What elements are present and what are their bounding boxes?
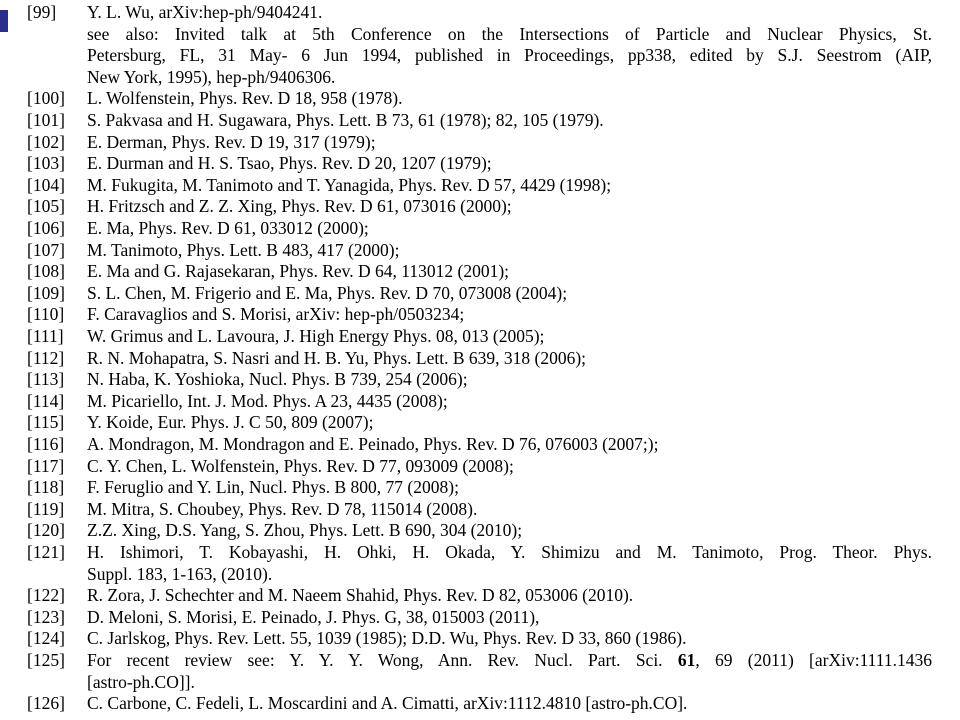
reference-text-line: S. L. Chen, M. Frigerio and E. Ma, Phys. Rev. D 70, 073008 (2004); [87, 282, 568, 303]
reference-text-line: C. Carbone, C. Fedeli, L. Moscardini and A. Cimatti, arXiv:1112.4810 [astro-ph.CO]. [87, 693, 688, 714]
reference-text-line: Y. L. Wu, arXiv:hep-ph/9404241. [87, 2, 323, 22]
reference-item [0, 348, 960, 370]
reference-text-line: W. Grimus and L. Lavoura, J. High Energy Phys. 08, 013 (2005); [87, 326, 545, 346]
reference-text-line: Y. Koide, Eur. Phys. J. C 50, 809 (2007); [87, 412, 374, 433]
reference-number: [113] [27, 369, 65, 390]
reference-text-line: A. Mondragon, M. Mondragon and E. Peinado, Phys. Rev. D 76, 076003 (2007;); [87, 434, 659, 454]
reference-text-line: M. Tanimoto, Phys. Lett. B 483, 417 (2000); [87, 239, 400, 260]
reference-item [0, 542, 960, 585]
reference-text-line: New York, 1995), hep-ph/9406306. [87, 66, 336, 87]
reference-text-line: N. Haba, K. Yoshioka, Nucl. Phys. B 739, 254 (2006); [87, 369, 468, 390]
reference-number: [105] [27, 196, 65, 217]
reference-item [0, 650, 960, 693]
reference-number: [114] [27, 390, 65, 411]
reference-number: [106] [27, 218, 65, 238]
reference-item [0, 110, 960, 132]
reference-number: [124] [27, 628, 65, 649]
reference-text-line: see also: Invited talk at 5th Conference on the Intersections of Particle and Nuclear Physics, St. [87, 23, 932, 44]
reference-text-line: L. Wolfenstein, Phys. Rev. D 18, 958 (1978). [87, 88, 403, 109]
reference-number: [110] [27, 304, 65, 325]
reference-item [0, 628, 960, 650]
reference-text: , 69 (2011) [arXiv:1111.1436 [695, 650, 933, 670]
reference-text-line: C. Y. Chen, L. Wolfenstein, Phys. Rev. D 77, 093009 (2008); [87, 455, 514, 476]
reference-item [0, 304, 960, 326]
reference-number: [121] [27, 542, 65, 562]
reference-item [0, 520, 960, 542]
reference-number: [112] [27, 347, 65, 368]
reference-number: [104] [27, 174, 65, 195]
reference-text-line: Petersburg, FL, 31 May- 6 Jun 1994, published in Proceedings, pp338, edited by S.J. Seestrom (AIP, [87, 45, 932, 66]
reference-text-line: E. Durman and H. S. Tsao, Phys. Rev. D 20, 1207 (1979); [87, 153, 492, 174]
reference-text-line: D. Meloni, S. Morisi, E. Peinado, J. Phys. G, 38, 015003 (2011), [87, 606, 540, 627]
reference-item [0, 693, 960, 715]
reference-number: [126] [27, 693, 65, 714]
reference-item [0, 477, 960, 499]
reference-text-line: M. Picariello, Int. J. Mod. Phys. A 23, 4435 (2008); [87, 390, 448, 411]
reference-text: For recent review see: Y. Y. Y. Wong, Ann. Rev. Nucl. Part. Sci. [87, 650, 678, 670]
reference-number: [108] [27, 261, 65, 282]
reference-text-line: M. Fukugita, M. Tanimoto and T. Yanagida, Phys. Rev. D 57, 4429 (1998); [87, 174, 612, 195]
reference-text-line: R. Zora, J. Schechter and M. Naeem Shahid, Phys. Rev. D 82, 053006 (2010). [87, 585, 634, 606]
reference-text-line: H. Ishimori, T. Kobayashi, H. Ohki, H. Okada, Y. Shimizu and M. Tanimoto, Prog. Theor. Phys. [87, 542, 932, 562]
reference-text-line: M. Mitra, S. Choubey, Phys. Rev. D 78, 115014 (2008). [87, 498, 478, 519]
reference-item [0, 261, 960, 283]
reference-item [0, 132, 960, 154]
reference-item [0, 434, 960, 456]
reference-text-line: F. Caravaglios and S. Morisi, arXiv: hep-ph/0503234; [87, 304, 465, 325]
reference-text-line: E. Derman, Phys. Rev. D 19, 317 (1979); [87, 131, 376, 152]
reference-text-line [87, 650, 932, 671]
reference-text-line: C. Jarlskog, Phys. Rev. Lett. 55, 1039 (1985); D.D. Wu, Phys. Rev. D 33, 860 (1986). [87, 628, 687, 649]
reference-item [0, 240, 960, 262]
reference-item [0, 412, 960, 434]
reference-number: [111] [27, 326, 64, 346]
volume-number: 61 [677, 650, 696, 670]
reference-item [0, 607, 960, 629]
reference-item [0, 196, 960, 218]
reference-number: [115] [27, 412, 65, 433]
reference-item [0, 326, 960, 348]
reference-item [0, 456, 960, 478]
reference-text-line: Z.Z. Xing, D.S. Yang, S. Zhou, Phys. Lett. B 690, 304 (2010); [87, 520, 523, 541]
reference-item [0, 391, 960, 413]
reference-text-line: H. Fritzsch and Z. Z. Xing, Phys. Rev. D 61, 073016 (2000); [87, 196, 512, 217]
reference-number: [102] [27, 131, 65, 152]
reference-item [0, 499, 960, 521]
reference-text-line: E. Ma, Phys. Rev. D 61, 033012 (2000); [87, 218, 369, 238]
reference-item [0, 218, 960, 240]
reference-item [0, 153, 960, 175]
reference-number: [120] [27, 520, 65, 541]
reference-number: [101] [27, 110, 65, 130]
reference-item [0, 585, 960, 607]
reference-item [0, 88, 960, 110]
reference-number: [117] [27, 455, 65, 476]
reference-text-line: F. Feruglio and Y. Lin, Nucl. Phys. B 800, 77 (2008); [87, 477, 459, 498]
reference-number: [118] [27, 477, 65, 498]
reference-item [0, 283, 960, 305]
reference-number: [107] [27, 239, 65, 260]
reference-number: [123] [27, 606, 65, 627]
reference-text-line: Suppl. 183, 1-163, (2010). [87, 563, 273, 584]
reference-text-line: S. Pakvasa and H. Sugawara, Phys. Lett. B 73, 61 (1978); 82, 105 (1979). [87, 110, 604, 130]
reference-text-line: [astro-ph.CO]]. [87, 671, 195, 692]
reference-number: [99] [27, 2, 57, 22]
reference-number: [122] [27, 585, 65, 606]
reference-number: [125] [27, 650, 65, 670]
reference-item [0, 175, 960, 197]
reference-number: [116] [27, 434, 65, 454]
reference-text-line: E. Ma and G. Rajasekaran, Phys. Rev. D 64, 113012 (2001); [87, 261, 510, 282]
reference-number: [103] [27, 153, 65, 174]
reference-number: [100] [27, 88, 65, 109]
reference-item [0, 369, 960, 391]
reference-number: [119] [27, 498, 65, 519]
reference-text-line: R. N. Mohapatra, S. Nasri and H. B. Yu, Phys. Lett. B 639, 318 (2006); [87, 347, 587, 368]
reference-item [0, 2, 960, 88]
reference-number: [109] [27, 282, 65, 303]
